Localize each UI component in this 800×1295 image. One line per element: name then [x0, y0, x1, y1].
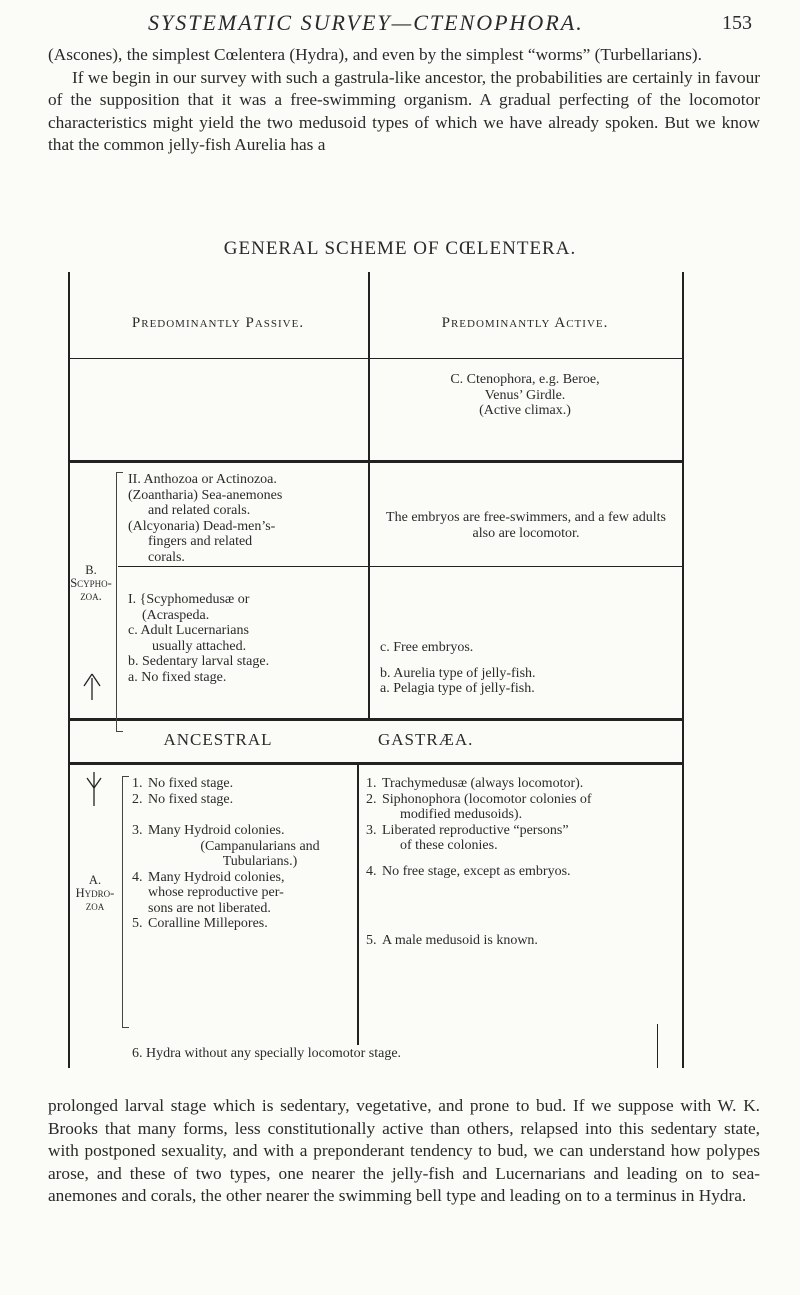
hydra-entry: 6. Hydra without any specially locomotor stage. [132, 1046, 402, 1061]
anthozoa-line: (Zoantharia) Sea-anemones [128, 487, 283, 503]
table-border-right [682, 272, 684, 1068]
item-line: sons are not liberated. [148, 900, 271, 916]
branch-arrow-icon [86, 772, 102, 806]
column-heading-active: Predominantly Active. [441, 315, 609, 331]
item-line: (Campanularians and [200, 838, 320, 854]
active-stage-a: a. Pelagia type of jelly-fish. [380, 681, 535, 696]
anthozoa-active-note: The embryos are free-swimmers, and a few adults also are locomotor. [386, 510, 666, 541]
item-line: Many Hydroid colonies. [148, 823, 285, 838]
thick-rule-1 [68, 460, 682, 463]
scyphozoa-letter: B. [85, 563, 97, 577]
anthozoa-entry [128, 472, 360, 565]
intro-paragraph: If we begin in our survey with such a gastrula-like ancestor, the probabilities are certainly in favour of the supposition that it was a free-swimming organism. A gradual perfecting of the locomotor characteristics might yield the two medusoid types of which we have already spoken. But we know that the common jelly-fish Aurelia has a [48, 67, 760, 155]
ctenophora-line: Venus’ Girdle. [484, 387, 566, 403]
passive-stage-c-cont: usually attached. [152, 638, 247, 654]
item-number: 4. [132, 869, 143, 885]
list-item [132, 870, 354, 917]
ancestral-label: ANCESTRAL [163, 730, 273, 749]
item-line: Tubularians.) [222, 854, 298, 869]
list-item [366, 776, 678, 792]
item-line: whose reproductive per- [148, 885, 284, 900]
intro-text [48, 44, 760, 157]
item-line: Liberated reproductive “persons” [382, 822, 569, 838]
passive-stage-a: a. No fixed stage. [128, 669, 227, 685]
column-heading-passive: Predominantly Passive. [131, 315, 305, 331]
hydrozoa-name: zoa [85, 899, 105, 913]
item-line: No free stage, except as embryos. [382, 863, 571, 879]
header-rule-left [68, 358, 368, 359]
hydrozoa-label [68, 874, 122, 913]
item-number: 5. [366, 933, 377, 948]
item-line: of these colonies. [400, 838, 498, 853]
page-number: 153 [722, 12, 752, 34]
passive-stage-c: c. Adult Lucernarians [128, 623, 249, 638]
active-stage-c: c. Free embryos. [380, 640, 474, 655]
running-title: SYSTEMATIC SURVEY—CTENOPHORA. [148, 10, 584, 35]
scyphomedusae-line: I. {Scyphomedusæ or [128, 592, 250, 607]
table-border-left [68, 272, 70, 1068]
hydrozoa-active-list [366, 776, 678, 949]
active-stage-b: b. Aurelia type of jelly-fish. [380, 665, 536, 681]
scyphozoa-label [68, 564, 114, 603]
scypho-brace [116, 472, 123, 732]
anthozoa-line: and related corals. [148, 503, 251, 518]
scyphozoa-name: Scypho- [70, 576, 112, 590]
ctenophora-entry [368, 372, 682, 419]
header-rule-right [369, 358, 682, 359]
list-item [366, 792, 678, 823]
item-number: 4. [366, 863, 377, 879]
anthozoa-line: fingers and related [148, 534, 253, 549]
item-number: 3. [132, 823, 143, 838]
branch-arrow-icon [82, 670, 102, 700]
hydrozoa-passive-list [132, 776, 354, 932]
scheme-title: GENERAL SCHEME OF CŒLENTERA. [223, 238, 577, 259]
hydrozoa-letter: A. [88, 873, 102, 887]
scyphomedusae-entry [128, 592, 364, 685]
item-line: A male medusoid is known. [382, 933, 538, 948]
scyphomedusae-line: (Acraspeda. [142, 607, 210, 623]
item-line: No fixed stage. [148, 791, 234, 807]
item-number: 1. [366, 776, 377, 791]
hydro-brace [122, 776, 129, 1028]
passive-stage-b: b. Sedentary larval stage. [128, 654, 270, 669]
item-line: No fixed stage. [148, 776, 234, 791]
list-item [132, 916, 354, 932]
list-item [132, 776, 354, 792]
scyphozoa-name: zoa. [80, 589, 102, 603]
item-line: Trachymedusæ (always locomotor). [382, 776, 584, 791]
list-item [366, 864, 678, 880]
scypho-divider [118, 566, 682, 567]
list-item [132, 792, 354, 808]
gastraea-label: GASTRÆA. [378, 730, 474, 749]
item-number: 2. [132, 791, 143, 807]
item-number: 1. [132, 776, 143, 791]
item-line: Many Hydroid colonies, [148, 869, 285, 885]
thick-rule-2 [68, 718, 682, 721]
ctenophora-line: C. Ctenophora, e.g. Beroe, [450, 372, 600, 387]
anthozoa-line: II. Anthozoa or Actinozoa. [128, 472, 277, 487]
closing-paragraph: prolonged larval stage which is sedentary, vegetative, and prone to bud. If we suppose with W. K. Brooks that many forms, less constitutionally active than others, relapsed into this sedentary state, with postponed sexuality, and with a preponderant tendency to bud, we can understand how polypes arose, and these of two types, one nearer the jelly-fish and Lucernarians and leading on to sea-anemones and corals, the other nearer the swimming bell type and leading on to a terminus in Hydra. [48, 1096, 760, 1206]
anthozoa-line: corals. [148, 549, 185, 565]
page-header [0, 10, 800, 38]
anthozoa-line: (Alcyonaria) Dead-men’s- [128, 518, 276, 534]
item-line: Coralline Millepores. [148, 916, 268, 931]
list-item [366, 823, 678, 854]
list-item [366, 933, 678, 949]
coelentera-scheme-table [68, 272, 768, 1068]
item-number: 5. [132, 916, 143, 931]
item-number: 2. [366, 791, 377, 807]
ctenophora-line: (Active climax.) [479, 403, 571, 418]
table-divider-upper [368, 272, 370, 720]
item-line: modified medusoids). [400, 807, 523, 822]
item-number: 3. [366, 822, 377, 838]
item-line: Siphonophora (locomotor colonies of [382, 791, 592, 807]
thick-rule-3 [68, 762, 682, 765]
scyphomedusae-active [380, 640, 676, 697]
table-divider-lower [357, 765, 359, 1045]
hydrozoa-name: Hydro- [75, 886, 115, 900]
list-item [132, 823, 354, 870]
intro-line: (Ascones), the simplest Cœlentera (Hydra), and even by the simplest “worms” (Turbellarians). [48, 45, 702, 64]
